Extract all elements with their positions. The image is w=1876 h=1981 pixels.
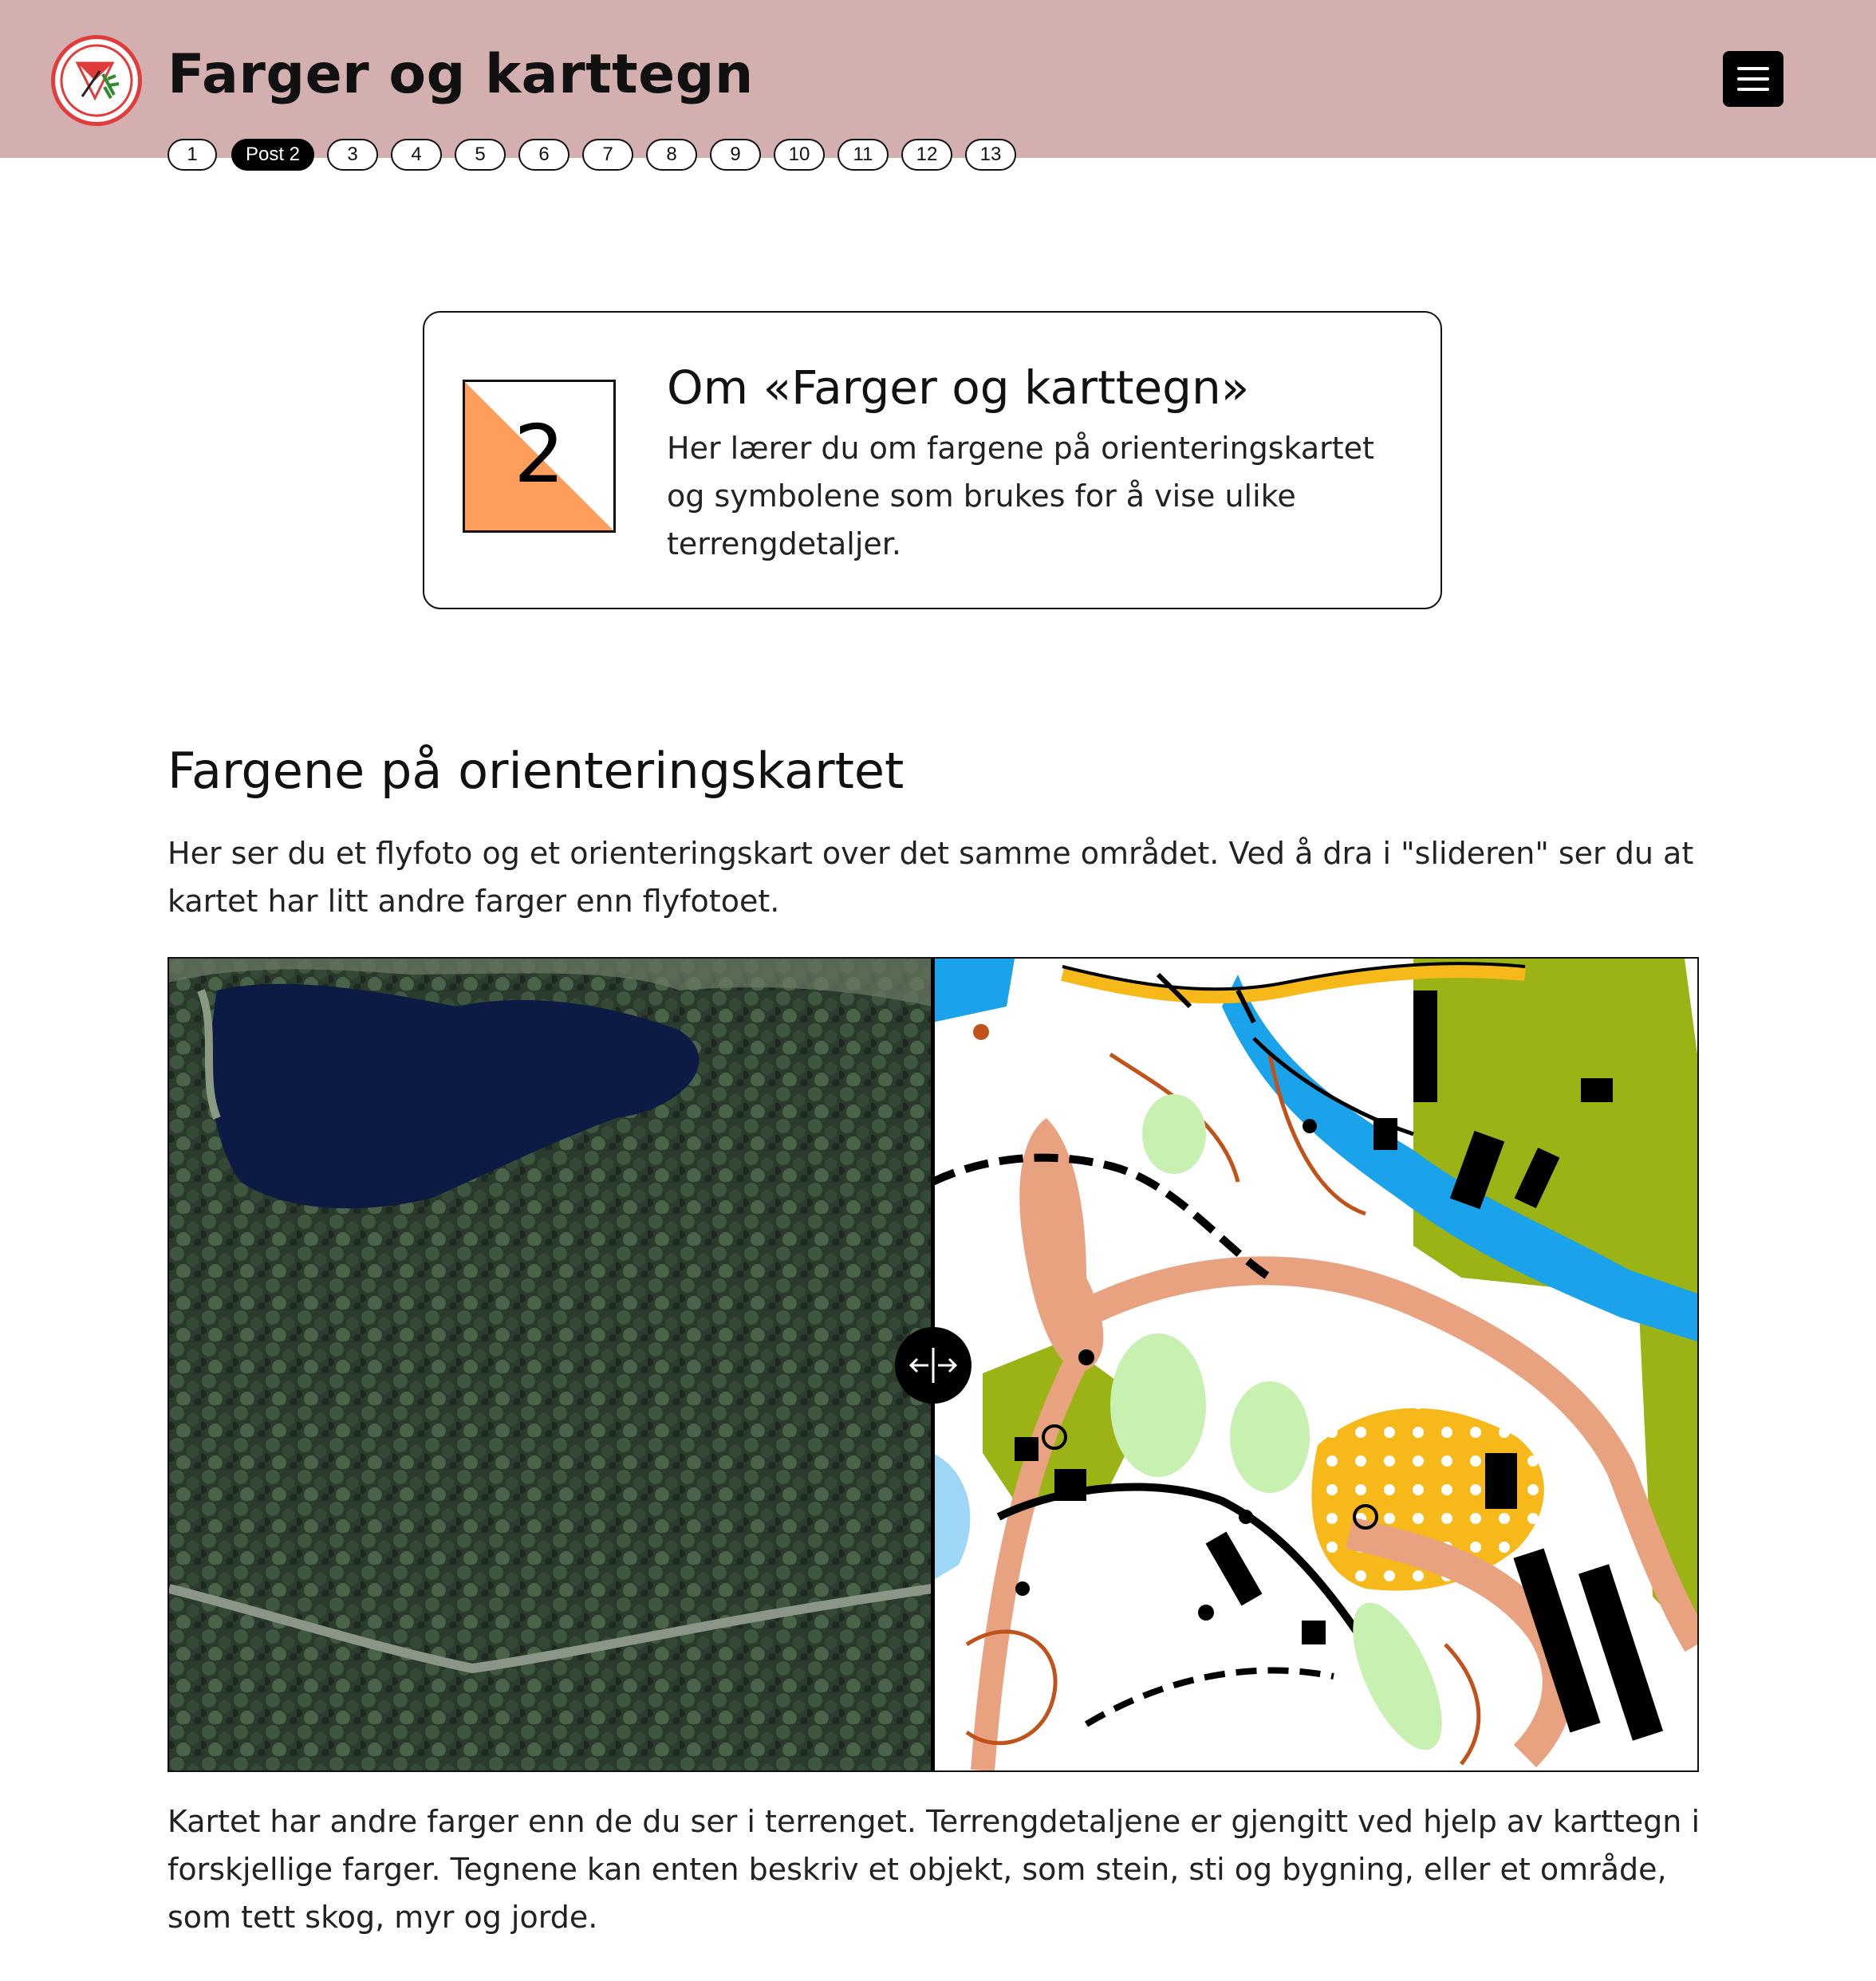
- post-link-7[interactable]: 7: [582, 139, 633, 171]
- post-link-4[interactable]: 4: [391, 139, 442, 171]
- post-number: 2: [514, 408, 565, 501]
- section-paragraph: Her ser du et flyfoto og et orienteringskart over det samme området. Ved å dra i "slideren" ser du at kartet har litt andre farger enn flyfotoet.: [168, 836, 1694, 919]
- slider-handle[interactable]: [895, 1327, 972, 1404]
- post-link-8[interactable]: 8: [646, 139, 697, 171]
- post-link-6[interactable]: 6: [518, 139, 570, 171]
- intro-card: [423, 311, 1442, 609]
- left-right-arrows-icon: [895, 1327, 972, 1404]
- section-title: Fargene på orienteringskartet: [168, 742, 905, 800]
- footer-paragraph: Kartet har andre farger enn de du ser i terrenget. Terrengdetaljene er gjengitt ved hjelp av karttegn i forskjellige farger. Tegnene kan enten beskriv et objekt, som stein, sti og bygning, eller et område, som tett skog, myr og jorde.: [168, 1804, 1701, 1935]
- post-link-12[interactable]: 12: [901, 139, 952, 171]
- page-header: [0, 0, 1876, 158]
- post-link-11[interactable]: 11: [838, 139, 889, 171]
- control-flag-icon: [463, 380, 616, 533]
- site-title: Farger og karttegn: [168, 43, 754, 106]
- image-compare-slider[interactable]: [168, 957, 1699, 1772]
- menu-bar-icon: [1737, 67, 1769, 70]
- post-link-9[interactable]: 9: [710, 139, 761, 171]
- norsk-orientering-logo-icon[interactable]: [51, 35, 142, 126]
- post-link-13[interactable]: 13: [965, 139, 1016, 171]
- post-link-10[interactable]: 10: [774, 139, 825, 171]
- intro-text: Her lærer du om fargene på orienteringskartet og symbolene som brukes for å vise ulike terrengdetaljer.: [667, 431, 1374, 561]
- post-link-5[interactable]: 5: [455, 139, 506, 171]
- post-link-3[interactable]: 3: [327, 139, 378, 171]
- hamburger-menu-button[interactable]: [1723, 51, 1783, 107]
- intro-title: Om «Farger og karttegn»: [667, 360, 1250, 415]
- orienteering-map-image: [932, 959, 1697, 1770]
- menu-bar-icon: [1737, 88, 1769, 91]
- aerial-photo-image: [169, 959, 932, 1770]
- post-link-2-active[interactable]: Post 2: [231, 139, 314, 171]
- post-link-1[interactable]: 1: [168, 139, 217, 171]
- menu-bar-icon: [1737, 77, 1769, 81]
